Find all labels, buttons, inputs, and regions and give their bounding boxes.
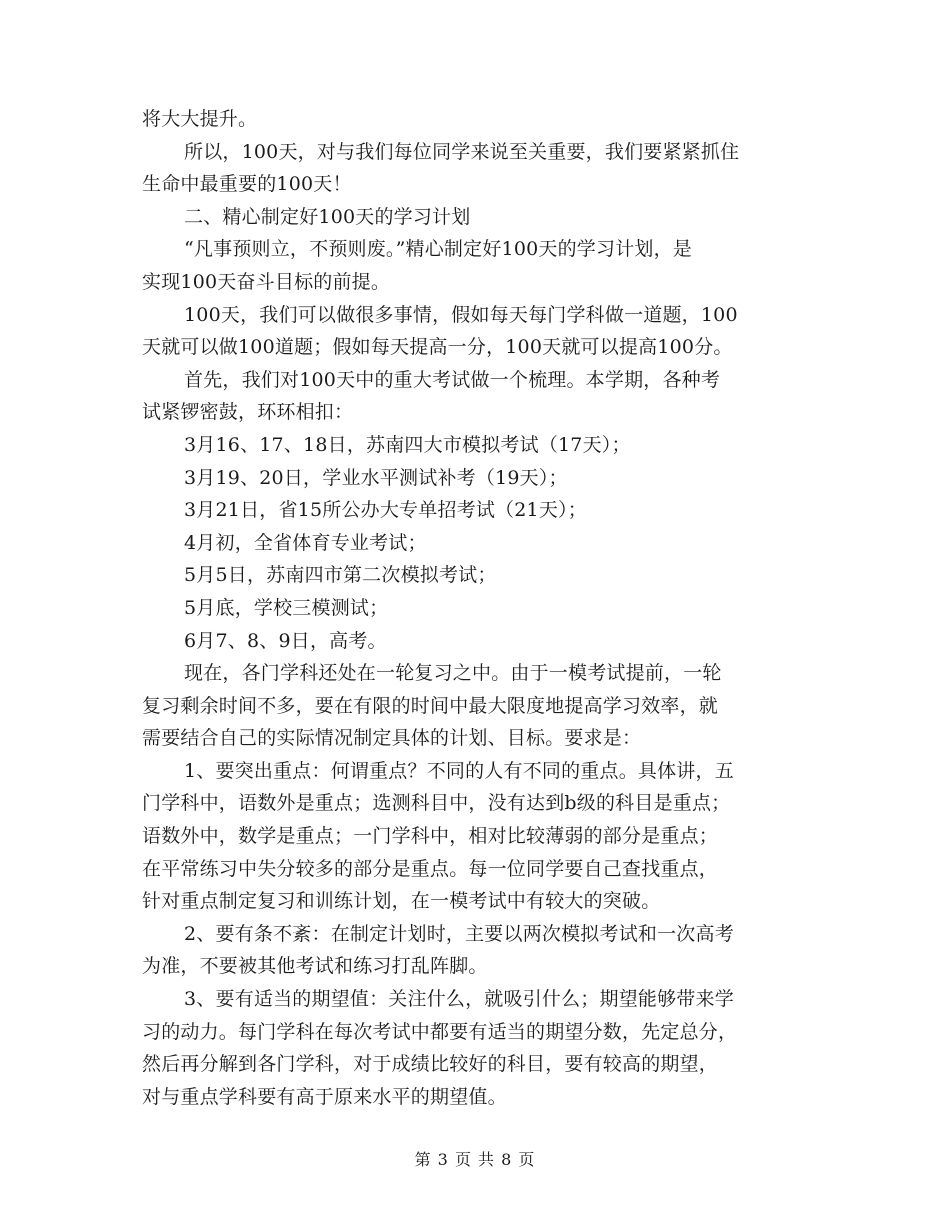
paragraph-start: 首先，我们对100天中的重大考试做一个梳理。本学期，各种考: [184, 368, 721, 391]
schedule-item: 4月初，全省体育专业考试；: [184, 531, 427, 554]
text-line: 对与重点学科要有高于原来水平的期望值。: [142, 1085, 507, 1108]
text-line: 生命中最重要的100天！: [142, 173, 352, 196]
paragraph-start: “凡事预则立，不预则废。”精心制定好100天的学习计划，是: [184, 238, 692, 261]
schedule-item: 3月19、20日，学业水平测试补考（19天）；: [184, 466, 568, 489]
text-line: 天就可以做100道题；假如每天提高一分，100天就可以提高100分。: [142, 336, 733, 359]
schedule-item: 5月5日，苏南四市第二次模拟考试；: [184, 564, 497, 587]
schedule-item: 3月16、17、18日，苏南四大市模拟考试（17天）；: [184, 433, 631, 456]
schedule-item: 5月底，学校三模测试；: [184, 596, 389, 619]
page-number-footer: 第 3 页 共 8 页: [414, 1150, 536, 1169]
schedule-item: 3月21日，省15所公办大专单招考试（21天）；: [184, 499, 587, 522]
paragraph-start: 所以，100天，对与我们每位同学来说至关重要，我们要紧紧抓住: [184, 140, 740, 163]
paragraph-start: 100天，我们可以做很多事情，假如每天每门学科做一道题，100: [184, 303, 738, 326]
paragraph-start: 现在，各门学科还处在一轮复习之中。由于一模考试提前，一轮: [184, 662, 722, 685]
schedule-item: 6月7、8、9日，高考。: [184, 629, 387, 652]
text-line: 在平常练习中失分较多的部分是重点。每一位同学要自己查找重点，: [142, 857, 719, 880]
text-line: 门学科中，语数外是重点；选测科目中，没有达到b级的科目是重点；: [142, 792, 731, 815]
text-line: 为准，不要被其他考试和练习打乱阵脚。: [142, 955, 488, 978]
text-line: 实现100天奋斗目标的前提。: [142, 270, 391, 293]
text-line: 针对重点制定复习和训练计划，在一模考试中有较大的突破。: [142, 890, 661, 913]
text-line: 习的动力。每门学科在每次考试中都要有适当的期望分数，先定总分，: [142, 1020, 738, 1043]
text-line: 复习剩余时间不多，要在有限的时间中最大限度地提高学习效率，就: [142, 694, 719, 717]
section-heading: 二、精心制定好100天的学习计划: [184, 205, 471, 228]
document-body: [142, 103, 810, 1113]
text-line: 需要结合自己的实际情况制定具体的计划、目标。要求是：: [142, 727, 642, 750]
text-line: 然后再分解到各门学科，对于成绩比较好的科目，要有较高的期望，: [142, 1053, 719, 1076]
text-line: 语数外中，数学是重点；一门学科中，相对比较薄弱的部分是重点；: [142, 825, 719, 848]
paragraph-start: 1、要突出重点：何谓重点？不同的人有不同的重点。具体讲，五: [184, 759, 734, 782]
paragraph-start: 2、要有条不紊：在制定计划时，主要以两次模拟考试和一次高考: [184, 922, 734, 945]
text-line: 将大大提升。: [142, 108, 258, 130]
paragraph-start: 3、要有适当的期望值：关注什么，就吸引什么；期望能够带来学: [184, 988, 734, 1011]
text-line: 试紧锣密鼓，环环相扣：: [142, 401, 354, 424]
